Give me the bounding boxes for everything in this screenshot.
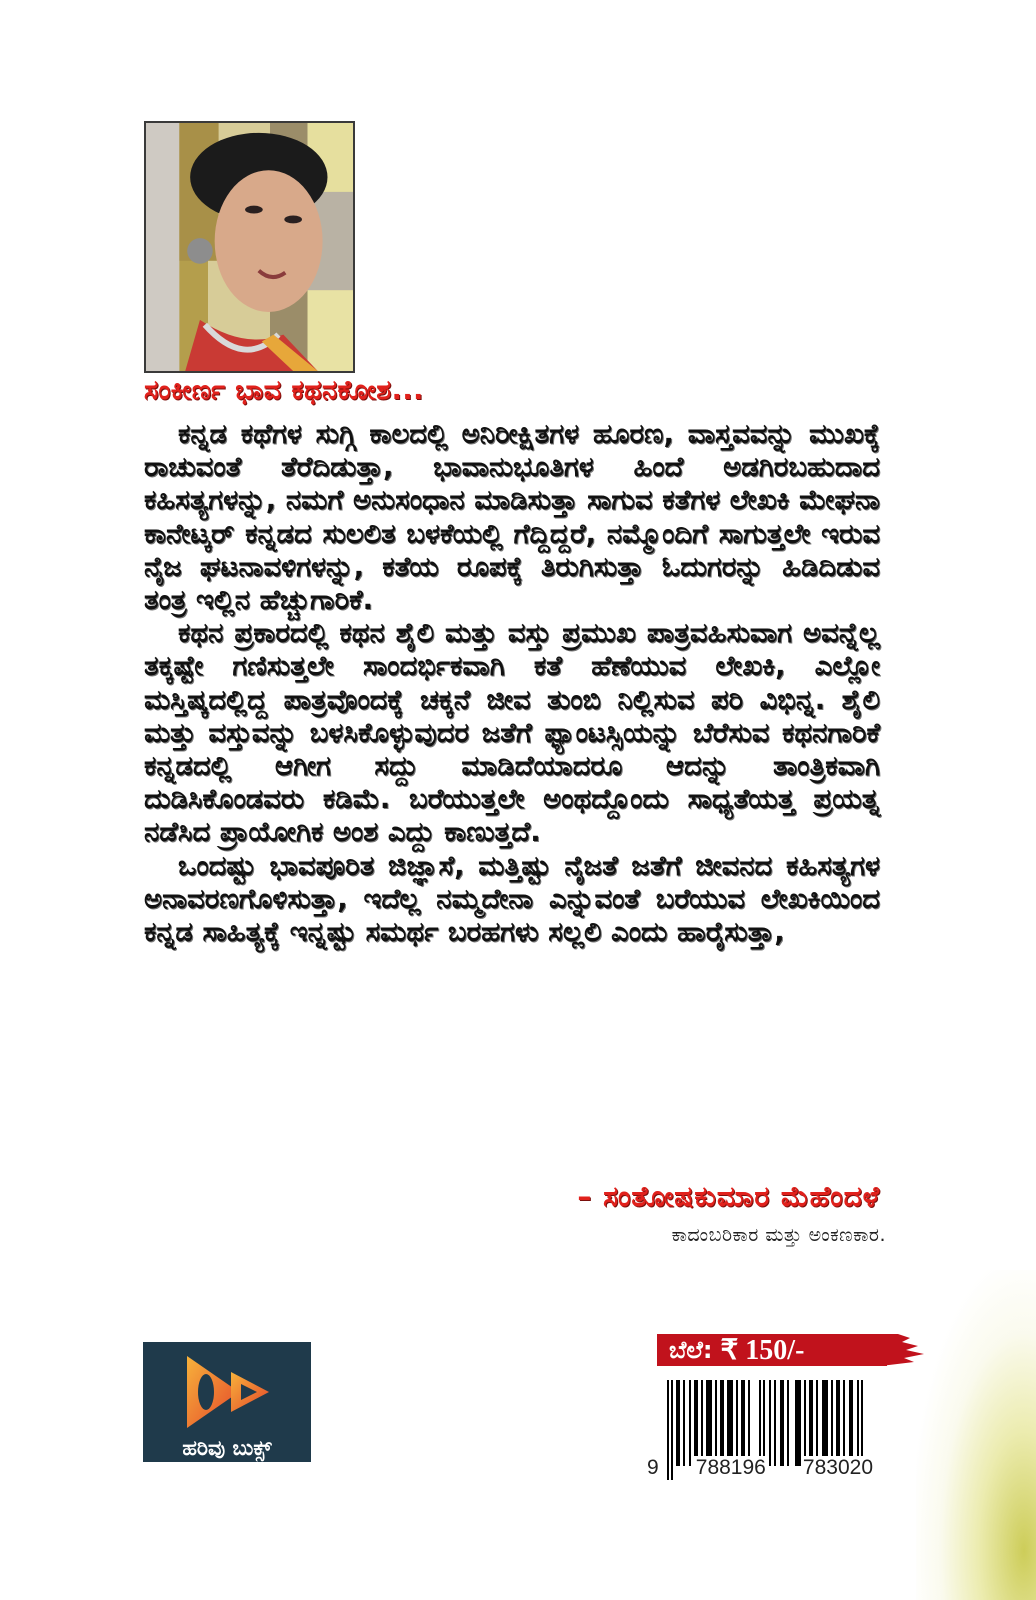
- price-tag: [657, 1334, 887, 1366]
- isbn-barcode: [647, 1380, 873, 1488]
- decorative-smudge: [916, 1270, 1036, 1600]
- price-label: ಬೆಲೆ:: [669, 1336, 713, 1364]
- blurb-paragraph: ಕನ್ನಡ ಕಥೆಗಳ ಸುಗ್ಗಿ ಕಾಲದಲ್ಲಿ ಅನಿರೀಕ್ಷಿತಗಳ ಹೂರಣ, ವಾಸ್ತವವನ್ನು ಮುಖಕ್ಕೆ ರಾಚುವಂತೆ ತೆರೆದಿಡುತ್ತಾ, ಭಾವಾನುಭೂತಿಗಳ ಹಿಂದೆ ಅಡಗಿರಬಹುದಾದ ಕಹಿಸತ್ಯಗಳನ್ನು, ನಮಗೆ ಅನುಸಂಧಾನ ಮಾಡಿಸುತ್ತಾ ಸಾಗುವ ಕತೆಗಳ ಲೇಖಕಿ ಮೇಘನಾ ಕಾನೇಟ್ಕರ್ ಕನ್ನಡದ ಸುಲಲಿತ ಬಳಕೆಯಲ್ಲಿ ಗೆದ್ದಿದ್ದರೆ, ನಮ್ಮೊಂದಿಗೆ ಸಾಗುತ್ತಲೇ ಇರುವ ನೈಜ ಘಟನಾವಳಿಗಳನ್ನು, ಕತೆಯ ರೂಪಕ್ಕೆ ತಿರುಗಿಸುತ್ತಾ ಓದುಗರನ್ನು ಹಿಡಿದಿಡುವ ತಂತ್ರ ಇಲ್ಲಿನ ಹೆಚ್ಚುಗಾರಿಕೆ.: [144, 418, 880, 617]
- isbn-lead-digit: 9: [647, 1456, 659, 1479]
- reviewer-title: ಕಾದಂಬರಿಕಾರ ಮತ್ತು ಅಂಕಣಕಾರ.: [671, 1224, 886, 1246]
- isbn-group-1: 788196: [695, 1456, 766, 1479]
- isbn-number: [645, 1456, 875, 1480]
- book-title: ಸಂಕೀರ್ಣ ಭಾವ ಕಥನಕೋಶ...: [144, 375, 424, 406]
- author-photo: [144, 121, 355, 373]
- price-value: ₹ 150/-: [720, 1335, 805, 1366]
- reviewer-signature: – ಸಂತೋಷಕುಮಾರ ಮೆಹೆಂದಳೆ: [577, 1180, 880, 1213]
- blurb-paragraph: ಒಂದಷ್ಟು ಭಾವಪೂರಿತ ಜಿಜ್ಞಾಸೆ, ಮತ್ತಿಷ್ಟು ನೈಜತೆ ಜತೆಗೆ ಜೀವನದ ಕಹಿಸತ್ಯಗಳ ಅನಾವರಣಗೊಳಿಸುತ್ತಾ, ಇದೆಲ್ಲ ನಮ್ಮದೇನಾ ಎನ್ನುವಂತೆ ಬರೆಯುವ ಲೇಖಕಿಯಿಂದ ಕನ್ನಡ ಸಾಹಿತ್ಯಕ್ಕೆ ಇನ್ನಷ್ಟು ಸಮರ್ಥ ಬರಹಗಳು ಸಲ್ಲಲಿ ಎಂದು ಹಾರೈಸುತ್ತಾ,: [144, 849, 880, 949]
- author-portrait-icon: [146, 123, 353, 371]
- blurb-text: [144, 418, 880, 949]
- play-logo-icon: [181, 1352, 273, 1432]
- isbn-group-2: 783020: [802, 1456, 873, 1479]
- publisher-name: ಹರಿವು ಬುಕ್ಸ್: [182, 1436, 272, 1460]
- publisher-logo: [143, 1342, 311, 1462]
- blurb-paragraph: ಕಥನ ಪ್ರಕಾರದಲ್ಲಿ ಕಥನ ಶೈಲಿ ಮತ್ತು ವಸ್ತು ಪ್ರಮುಖ ಪಾತ್ರವಹಿಸುವಾಗ ಅವನ್ನೆಲ್ಲ ತಕ್ಕಷ್ಟೇ ಗಣಿಸುತ್ತಲೇ ಸಾಂದರ್ಭಿಕವಾಗಿ ಕತೆ ಹೆಣೆಯುವ ಲೇಖಕಿ, ಎಲ್ಲೋ ಮಸ್ತಿಷ್ಕದಲ್ಲಿದ್ದ ಪಾತ್ರವೊಂದಕ್ಕೆ ಚಕ್ಕನೆ ಜೀವ ತುಂಬಿ ನಿಲ್ಲಿಸುವ ಪರಿ ವಿಭಿನ್ನ. ಶೈಲಿ ಮತ್ತು ವಸ್ತುವನ್ನು ಬಳಸಿಕೊಳ್ಳುವುದರ ಜತೆಗೆ ಫ್ಯಾಂಟಸ್ಸಿಯನ್ನು ಬೆರೆಸುವ ಕಥನಗಾರಿಕೆ ಕನ್ನಡದಲ್ಲಿ ಆಗೀಗ ಸದ್ದು ಮಾಡಿದೆಯಾದರೂ ಆದನ್ನು ತಾಂತ್ರಿಕವಾಗಿ ದುಡಿಸಿಕೊಂಡವರು ಕಡಿಮೆ. ಬರೆಯುತ್ತಲೇ ಅಂಥದ್ದೊಂದು ಸಾಧ್ಯತೆಯತ್ತ ಪ್ರಯತ್ನ ನಡೆಸಿದ ಪ್ರಾಯೋಗಿಕ ಅಂಶ ಎದ್ದು ಕಾಣುತ್ತದೆ.: [144, 617, 880, 849]
